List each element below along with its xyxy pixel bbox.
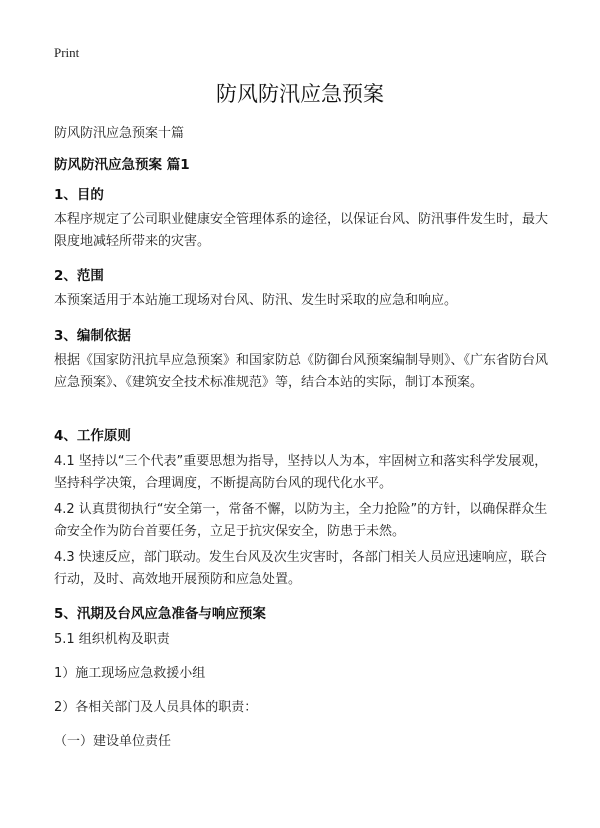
section-heading-principles: 4、工作原则 [54,428,131,444]
document-subtitle: 防风防汛应急预案十篇 [54,126,185,141]
section-paragraph: 1）施工现场应急救援小组 [54,666,206,681]
document-title: 防风防汛应急预案 [216,82,384,106]
print-label: Print [54,45,80,60]
section-paragraph: 5.1 组织机构及职责 [54,632,170,647]
section-paragraph: 本预案适用于本站施工现场对台风、防汛、发生时采取的应急和响应。 [54,293,458,308]
article-heading: 防风防汛应急预案 篇1 [54,157,190,173]
section-paragraph: 本程序规定了公司职业健康安全管理体系的途径，以保证台风、防汛事件发生时，最大限度地减轻所带来的灾害。 [54,212,549,249]
section-heading-basis: 3、编制依据 [54,328,131,344]
section-heading-scope: 2、范围 [54,268,104,284]
section-heading-preparedness: 5、汛期及台风应急准备与响应预案 [54,606,266,622]
section-paragraph: 4.1 坚持以“三个代表”重要思想为指导，坚持以人为本，牢固树立和落实科学发展观，坚持科学决策，合理调度，不断提高防台风的现代化水平。 [54,454,548,491]
section-paragraph: （一）建设单位责任 [54,734,172,749]
section-paragraph: 2）各相关部门及人员具体的职责： [54,700,258,715]
section-heading-purpose: 1、目的 [54,187,104,203]
section-paragraph: 4.2 认真贯彻执行“安全第一，常备不懈，以防为主，全力抢险”的方针，以确保群众生命安全作为防台首要任务，立足于抗灾保安全，防患于未然。 [54,502,548,539]
section-paragraph: 4.3 快速反应，部门联动。发生台风及次生灾害时，各部门相关人员应迅速响应，联合行动，及时、高效地开展预防和应急处置。 [54,550,547,587]
section-paragraph: 根据《国家防汛抗旱应急预案》和国家防总《防御台风预案编制导则》、《广东省防台风应急预案》、《建筑安全技术标准规范》等，结合本站的实际，制订本预案。 [54,353,549,390]
